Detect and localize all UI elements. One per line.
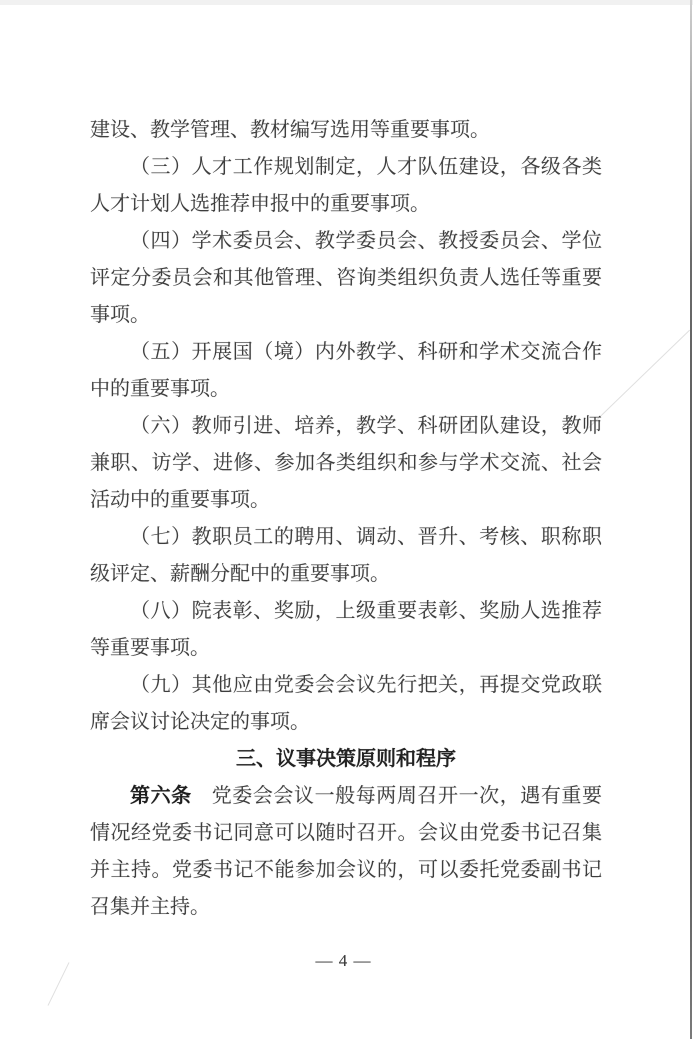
paragraph: （五）开展国（境）内外教学、科研和学术交流合作中的重要事项。 bbox=[90, 341, 602, 400]
document-body bbox=[90, 112, 602, 926]
paragraph: 建设、教学管理、教材编写选用等重要事项。 bbox=[90, 119, 490, 141]
paragraph: （四）学术委员会、教学委员会、教授委员会、学位评定分委员会和其他管理、咨询类组织负责人选任等重要事项。 bbox=[90, 230, 602, 326]
paragraph: （八）院表彰、奖励，上级重要表彰、奖励人选推荐等重要事项。 bbox=[90, 600, 602, 659]
section-heading: 三、议事决策原则和程序 bbox=[236, 748, 456, 770]
paragraph: 第六条 党委会会议一般每两周召开一次，遇有重要情况经党委书记同意可以随时召开。会议由党委书记召集并主持。党委书记不能参加会议的，可以委托党委副书记召集并主持。 bbox=[90, 785, 603, 918]
paragraph: （六）教师引进、培养，教学、科研团队建设，教师兼职、访学、进修、参加各类组织和参与学术交流、社会活动中的重要事项。 bbox=[90, 415, 602, 511]
paragraph: （三）人才工作规划制定，人才队伍建设，各级各类人才计划人选推荐申报中的重要事项。 bbox=[90, 156, 602, 215]
page-number: — 4 — bbox=[315, 951, 372, 970]
scan-top-edge bbox=[0, 0, 693, 5]
scan-right-edge bbox=[690, 0, 692, 1039]
article-number: 第六条 bbox=[130, 785, 192, 807]
paragraph: （七）教职员工的聘用、调动、晋升、考核、职称职级评定、薪酬分配中的重要事项。 bbox=[90, 526, 602, 585]
paragraph: （九）其他应由党委会会议先行把关，再提交党政联席会议讨论决定的事项。 bbox=[90, 674, 602, 733]
